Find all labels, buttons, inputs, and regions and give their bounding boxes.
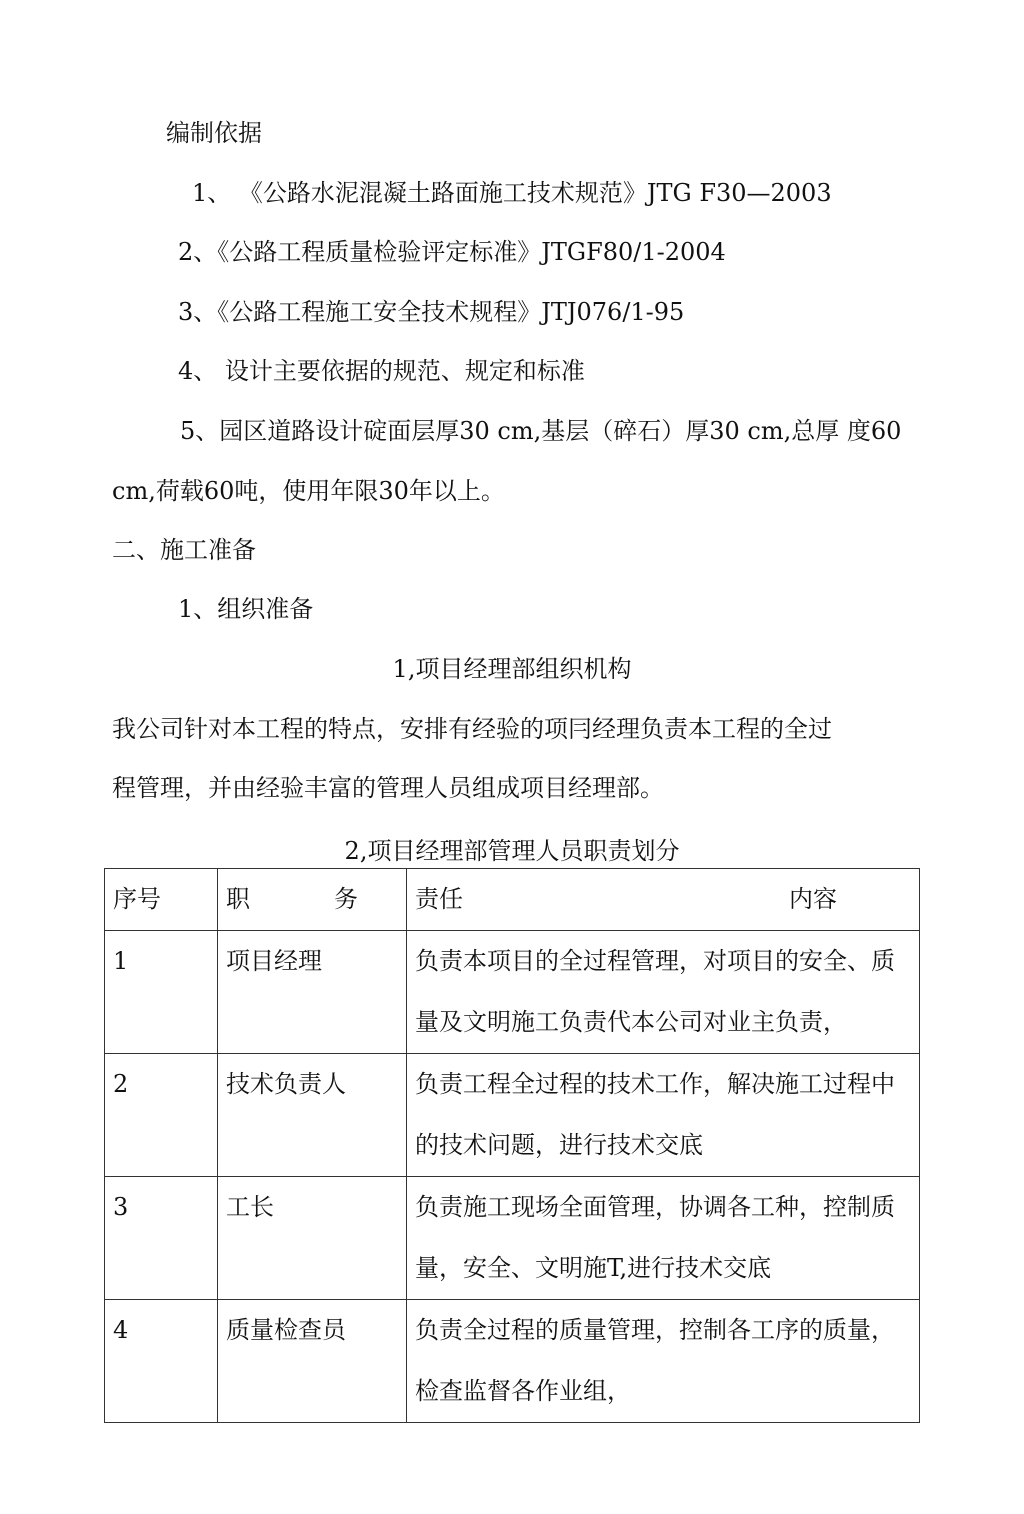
table-row bbox=[105, 931, 920, 1054]
resp-line-1: 负责本项目的全过程管理，对项目的安全、质 bbox=[415, 947, 895, 975]
basis-item-1: 1、 《公路水泥混凝土路面施工技术规范》JTG F30—2003 bbox=[192, 179, 832, 207]
row-responsibility bbox=[407, 931, 920, 1054]
row-responsibility bbox=[407, 1300, 920, 1423]
row-role: 工长 bbox=[218, 1177, 407, 1300]
basis-item-3: 3、《公路工程施工安全技术规程》JTJ076/1-95 bbox=[178, 298, 685, 326]
row-no: 3 bbox=[105, 1177, 218, 1300]
basis-item-4: 4、 设计主要依据的规范、规定和标准 bbox=[178, 357, 585, 385]
resp-line-1: 负责施工现场全面管理，协调各工种，控制质 bbox=[415, 1193, 895, 1221]
row-no: 1 bbox=[105, 931, 218, 1054]
header-resp-a: 责任 bbox=[415, 885, 463, 913]
row-role: 项目经理 bbox=[218, 931, 407, 1054]
paragraph-line-2: 程管理，并由经验丰富的管理人员组成项目经理部。 bbox=[112, 774, 664, 802]
resp-line-1: 负责全过程的质量管理，控制各工序的质量， bbox=[415, 1316, 895, 1344]
header-resp-b: 内容 bbox=[789, 885, 837, 913]
row-responsibility bbox=[407, 1177, 920, 1300]
row-no: 2 bbox=[105, 1054, 218, 1177]
subsection-heading: 1、组织准备 bbox=[178, 595, 314, 623]
row-role: 质量检查员 bbox=[218, 1300, 407, 1423]
header-no: 序号 bbox=[105, 869, 218, 931]
resp-line-2: 量，安全、文明施T,进行技术交底 bbox=[415, 1254, 772, 1282]
basis-heading: 编制依据 bbox=[166, 119, 262, 147]
header-responsibility bbox=[407, 869, 920, 931]
paragraph-line-1: 我公司针对本工程的特点，安排有经验的项冃经理负责本工程的全过 bbox=[112, 715, 832, 743]
header-duty-b: 务 bbox=[334, 885, 358, 913]
basis-item-2: 2、《公路工程质量检验评定标准》JTGF80/1-2004 bbox=[178, 238, 726, 266]
header-duty-a: 职 bbox=[226, 885, 250, 913]
org-structure-title: 1,项目经理部组织机构 bbox=[392, 655, 632, 683]
table-header-row bbox=[105, 869, 920, 931]
table-title: 2,项目经理部管理人员职责划分 bbox=[344, 837, 680, 865]
table-row bbox=[105, 1177, 920, 1300]
header-duty bbox=[218, 869, 407, 931]
row-responsibility bbox=[407, 1054, 920, 1177]
basis-item-5-continued: cm,荷载60吨，使用年限30年以上。 bbox=[112, 477, 505, 505]
table-row bbox=[105, 1054, 920, 1177]
resp-line-2: 的技术问题，进行技术交底 bbox=[415, 1131, 703, 1159]
section-heading: 二、施工准备 bbox=[112, 536, 256, 564]
resp-line-2: 检查监督各作业组， bbox=[415, 1377, 631, 1405]
row-role: 技术负责人 bbox=[218, 1054, 407, 1177]
basis-item-5: 5、园区道路设计碇面层厚30 cm,基层（碎石）厚30 cm,总厚 度60 bbox=[180, 417, 902, 445]
row-no: 4 bbox=[105, 1300, 218, 1423]
duty-table bbox=[104, 868, 920, 1423]
table-row bbox=[105, 1300, 920, 1423]
resp-line-1: 负责工程全过程的技术工作，解决施工过程中 bbox=[415, 1070, 895, 1098]
resp-line-2: 量及文明施工负责代本公司对业主负责， bbox=[415, 1008, 847, 1036]
